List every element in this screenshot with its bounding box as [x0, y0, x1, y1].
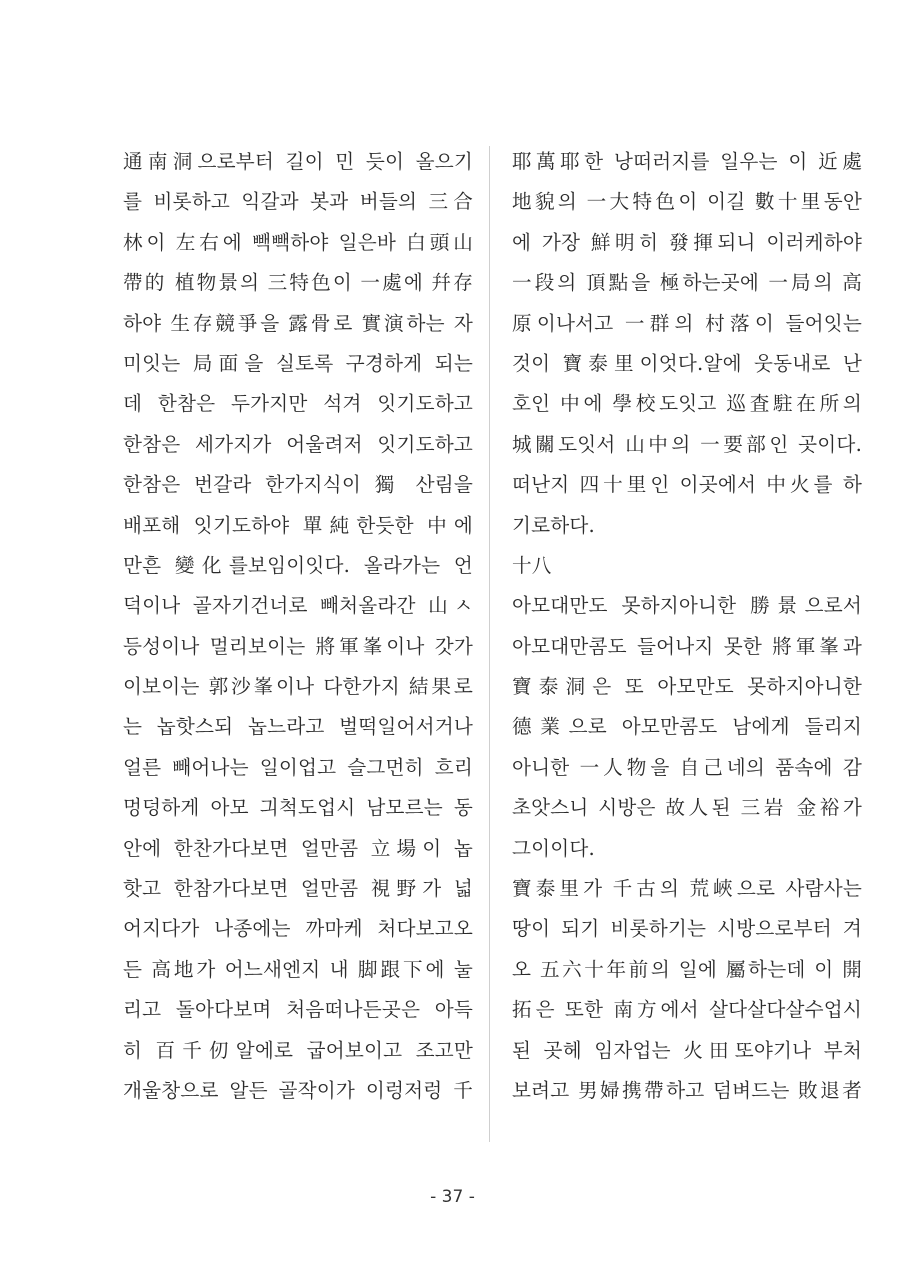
text-line: 林이 左右에 빽빽하야 일은바 白頭山 — [123, 230, 473, 254]
text-line: 리고 돌아다보며 처음떠나든곳은 아득 — [123, 998, 473, 1022]
page-number: - 37 - — [430, 1187, 475, 1207]
text-line: 이보이는 郭沙峯이나 다한가지 結果로 — [123, 675, 473, 699]
text-line: 데 한참은 두가지만 석겨 잇기도하고 — [123, 392, 473, 416]
text-line: 배포해 잇기도하야 單純한듯한 中에 — [123, 513, 473, 537]
text-line: 地貌의 一大特色이 이길 數十里동안 — [512, 190, 862, 214]
text-line: 하야 生存競爭을 露骨로 實演하는 자 — [123, 311, 473, 335]
text-line: 原이나서고 一群의 村落이 들어잇는 — [512, 311, 862, 335]
text-line: 寶泰洞은 또 아모만도 못하지아니한 — [512, 675, 862, 699]
text-line: 기로하다. — [512, 513, 595, 537]
text-line: 보려고 男婦携帶하고 덤벼드는 敗退者 — [512, 1078, 862, 1102]
text-line: 에 가장 鮮明히 發揮되니 이러케하야 — [512, 230, 862, 254]
text-line: 것이 寶泰里이엇다.알에 웃동내로 난 — [512, 351, 862, 375]
text-line: 한참은 번갈라 한가지식이 獨 산림을 — [123, 473, 473, 497]
left-text-column — [123, 142, 473, 1111]
text-line: 德業으로 아모만콤도 남에게 들리지 — [512, 715, 862, 739]
text-line: 는 놉핫스되 놉느라고 벌떡일어서거나 — [123, 715, 473, 739]
text-line: 호인 中에 學校도잇고 巡査駐在所의 — [512, 392, 862, 416]
text-line: 十八 — [512, 553, 552, 577]
text-line: 寶泰里가 千古의 荒峽으로 사람사는 — [512, 877, 862, 901]
text-line: 一段의 頂點을 極하는곳에 一局의 高 — [512, 271, 862, 295]
text-line: 얼른 빼어나는 일이업고 슬그먼히 흐리 — [123, 755, 473, 779]
column-divider — [489, 146, 490, 1142]
text-line: 通南洞으로부터 길이 민 듯이 올으기 — [123, 150, 473, 173]
text-line: 아모대만도 못하지아니한 勝景으로서 — [512, 594, 862, 618]
text-line: 등성이나 멀리보이는 將軍峯이나 갓가 — [123, 634, 473, 658]
text-line: 개울창으로 알든 골작이가 이렁저렁 千 — [123, 1078, 473, 1102]
text-line: 를 비롯하고 익갈과 봇과 버들의 三合 — [123, 190, 473, 214]
text-line: 히 百千仞알에로 굽어보이고 조고만 — [123, 1038, 473, 1062]
text-line: 오 五六十年前의 일에 屬하는데 이 開 — [512, 957, 862, 981]
text-line: 한참은 세가지가 어울려저 잇기도하고 — [123, 432, 473, 456]
text-line: 된 곳헤 임자업는 火田또야기나 부처 — [512, 1038, 862, 1062]
text-line: 핫고 한참가다보면 얼만콤 視野가 넓 — [123, 877, 473, 901]
text-line: 耶萬耶한 낭떠러지를 일우는 이 近處 — [512, 150, 862, 173]
text-line: 拓은 또한 南方에서 살다살다살수업시 — [512, 998, 862, 1022]
text-line: 그이이다. — [512, 836, 595, 860]
text-line: 아니한 一人物을 自己네의 품속에 감 — [512, 755, 862, 779]
text-line: 帶的 植物景의 三特色이 一處에 幷存 — [123, 271, 473, 295]
text-line: 미잇는 局面을 실토록 구경하게 되는 — [123, 351, 473, 375]
text-line: 만흔 變化를보임이잇다. 올라가는 언 — [123, 553, 473, 577]
text-line: 덕이나 골자기건너로 빼처올라간 山ㅅ — [123, 594, 473, 618]
right-text-column — [512, 142, 862, 1111]
text-line: 멍덩하게 아모 긔척도업시 남모르는 동 — [123, 796, 473, 820]
text-line: 초앗스니 시방은 故人된 三岩 金裕가 — [512, 796, 862, 820]
text-line: 안에 한찬가다보면 얼만콤 立場이 놉 — [123, 836, 473, 860]
text-line: 城關도잇서 山中의 一要部인 곳이다. — [512, 432, 862, 456]
text-line: 어지다가 나종에는 까마케 처다보고오 — [123, 917, 473, 941]
text-line: 든 高地가 어느새엔지 내 脚跟下에 눌 — [123, 957, 473, 981]
text-line: 떠난지 四十里인 이곳에서 中火를 하 — [512, 473, 862, 497]
text-line: 아모대만콤도 들어나지 못한 將軍峯과 — [512, 634, 862, 658]
text-line: 땅이 되기 비롯하기는 시방으로부터 겨 — [512, 917, 862, 941]
